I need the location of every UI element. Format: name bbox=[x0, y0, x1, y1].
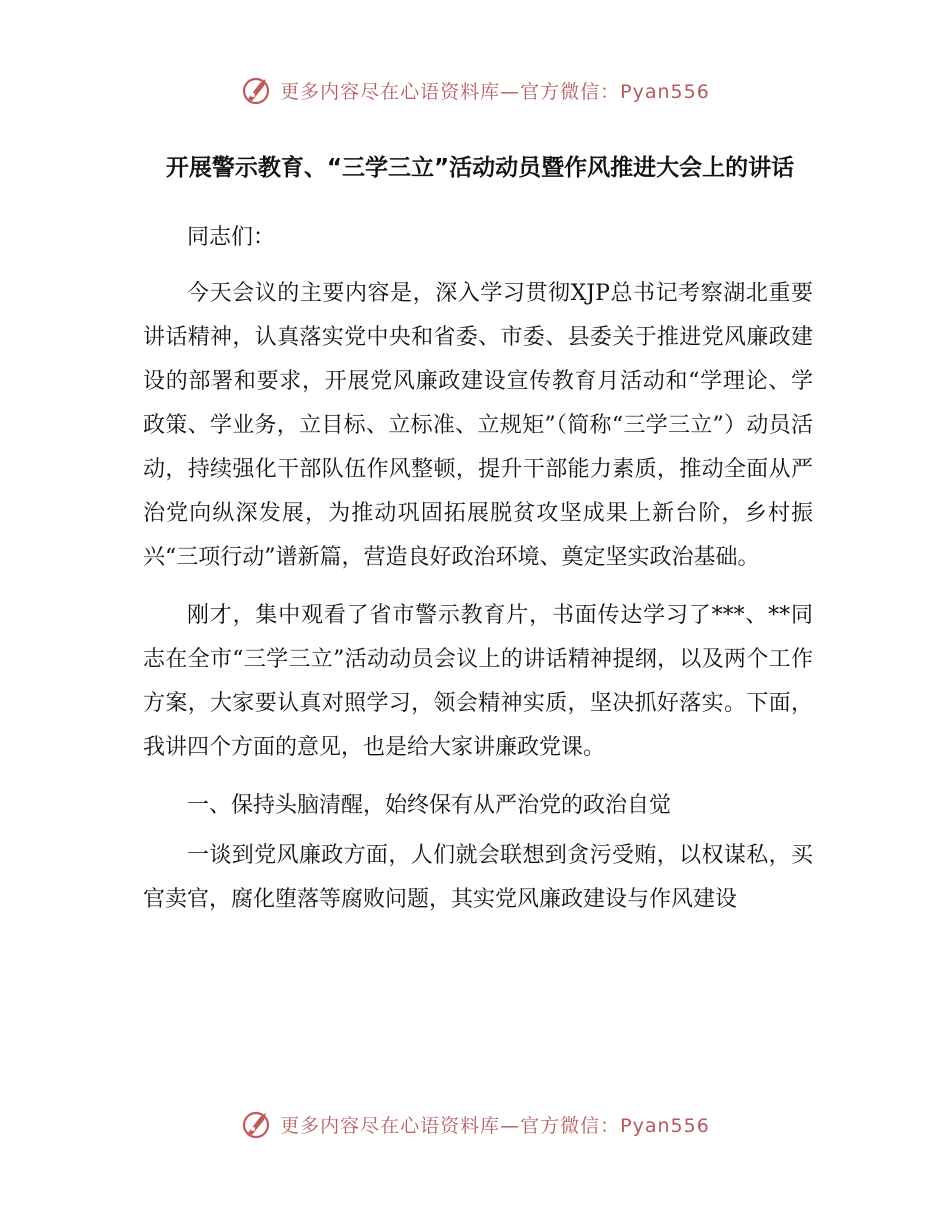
watermark-banner-top bbox=[0, 70, 950, 110]
salutation: 同志们： bbox=[187, 225, 276, 250]
watermark-text: 更多内容尽在心语资料库—官方微信：Pyan556 bbox=[280, 80, 710, 103]
watermark-text: 更多内容尽在心语资料库—官方微信：Pyan556 bbox=[280, 1114, 710, 1137]
pen-nib-logo-icon bbox=[240, 1107, 274, 1141]
document-title: 开展警示教育、“三学三立”活动动员暨作风推进大会上的讲话 bbox=[165, 155, 795, 181]
paragraph-1: 今天会议的主要内容是，深入学习贯彻XJP总书记考察湖北重要讲话精神，认真落实党中央和省委、市委、县委关于推进党风廉政建设的部署和要求，开展党风廉政建设宣传教育月活动和“学理论、学政策、学业务，立目标、立标准、立规矩”（简称“三学三立”）动员活动，持续强化干部队伍作风整顿，提升干部能力素质，推动全面从严治党向纵深发展，为推动巩固拓展脱贫攻坚成果上新台阶，乡村振兴“三项行动”谱新篇，营造良好政治环境、奠定坚实政治基础。 bbox=[143, 281, 813, 570]
section-heading: 一、保持头脑清醒，始终保有从严治党的政治自觉 bbox=[187, 793, 672, 818]
paragraph-3: 一谈到党风廉政方面，人们就会联想到贪污受贿，以权谋私，买官卖官，腐化堕落等腐败问题，其实党风廉政建设与作风建设 bbox=[143, 843, 813, 912]
pen-nib-logo-icon bbox=[240, 73, 274, 107]
paragraph-2: 刚才，集中观看了省市警示教育片，书面传达学习了***、**同志在全市“三学三立”活动动员会议上的讲话精神提纲，以及两个工作方案，大家要认真对照学习，领会精神实质，坚决抓好落实。下面，我讲四个方面的意见，也是给大家讲廉政党课。 bbox=[143, 603, 813, 760]
watermark-banner-bottom bbox=[0, 1104, 950, 1144]
document-body bbox=[143, 216, 813, 936]
